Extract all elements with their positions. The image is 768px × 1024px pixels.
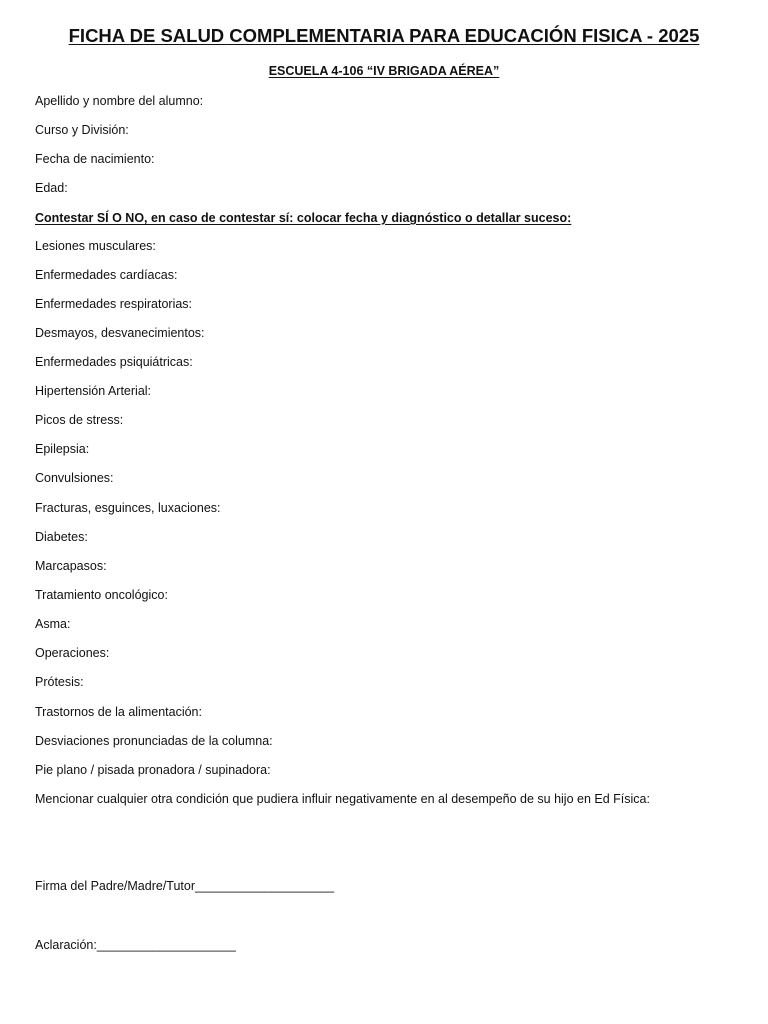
field-student-name: Apellido y nombre del alumno: bbox=[35, 94, 204, 108]
condition-item: Operaciones: bbox=[35, 646, 110, 660]
condition-item: Epilepsia: bbox=[35, 442, 90, 456]
condition-item: Marcapasos: bbox=[35, 559, 107, 573]
condition-item: Convulsiones: bbox=[35, 471, 114, 485]
school-name: ESCUELA 4-106 “IV BRIGADA AÉREA” bbox=[268, 64, 500, 78]
document-title: FICHA DE SALUD COMPLEMENTARIA PARA EDUCACIÓN FISICA - 2025 bbox=[68, 25, 700, 46]
field-age: Edad: bbox=[35, 181, 68, 195]
condition-item: Diabetes: bbox=[35, 530, 88, 544]
signature-line: Firma del Padre/Madre/Tutor____________________ bbox=[35, 879, 335, 893]
condition-item: Fracturas, esguinces, luxaciones: bbox=[35, 501, 221, 515]
condition-item: Hipertensión Arterial: bbox=[35, 384, 152, 398]
clarification-line: Aclaración:____________________ bbox=[35, 938, 236, 952]
field-course-division: Curso y División: bbox=[35, 123, 129, 137]
condition-item: Asma: bbox=[35, 617, 71, 631]
field-birth-date: Fecha de nacimiento: bbox=[35, 152, 155, 166]
condition-item: Picos de stress: bbox=[35, 413, 124, 427]
instruction-text: Contestar SÍ O NO, en caso de contestar sí: colocar fecha y diagnóstico o detallar suceso: bbox=[35, 211, 572, 225]
condition-item: Enfermedades respiratorias: bbox=[35, 297, 193, 311]
condition-item: Tratamiento oncológico: bbox=[35, 588, 168, 602]
condition-item: Desmayos, desvanecimientos: bbox=[35, 326, 205, 340]
condition-item: Desviaciones pronunciadas de la columna: bbox=[35, 734, 273, 748]
condition-item: Enfermedades psiquiátricas: bbox=[35, 355, 193, 369]
condition-item: Prótesis: bbox=[35, 675, 84, 689]
condition-item: Enfermedades cardíacas: bbox=[35, 268, 178, 282]
condition-item: Pie plano / pisada pronadora / supinadora: bbox=[35, 763, 271, 777]
condition-item: Trastornos de la alimentación: bbox=[35, 705, 202, 719]
condition-item-other: Mencionar cualquier otra condición que pudiera influir negativamente en al desempeño de su hijo en Ed Física: bbox=[35, 792, 650, 806]
condition-item: Lesiones musculares: bbox=[35, 239, 156, 253]
